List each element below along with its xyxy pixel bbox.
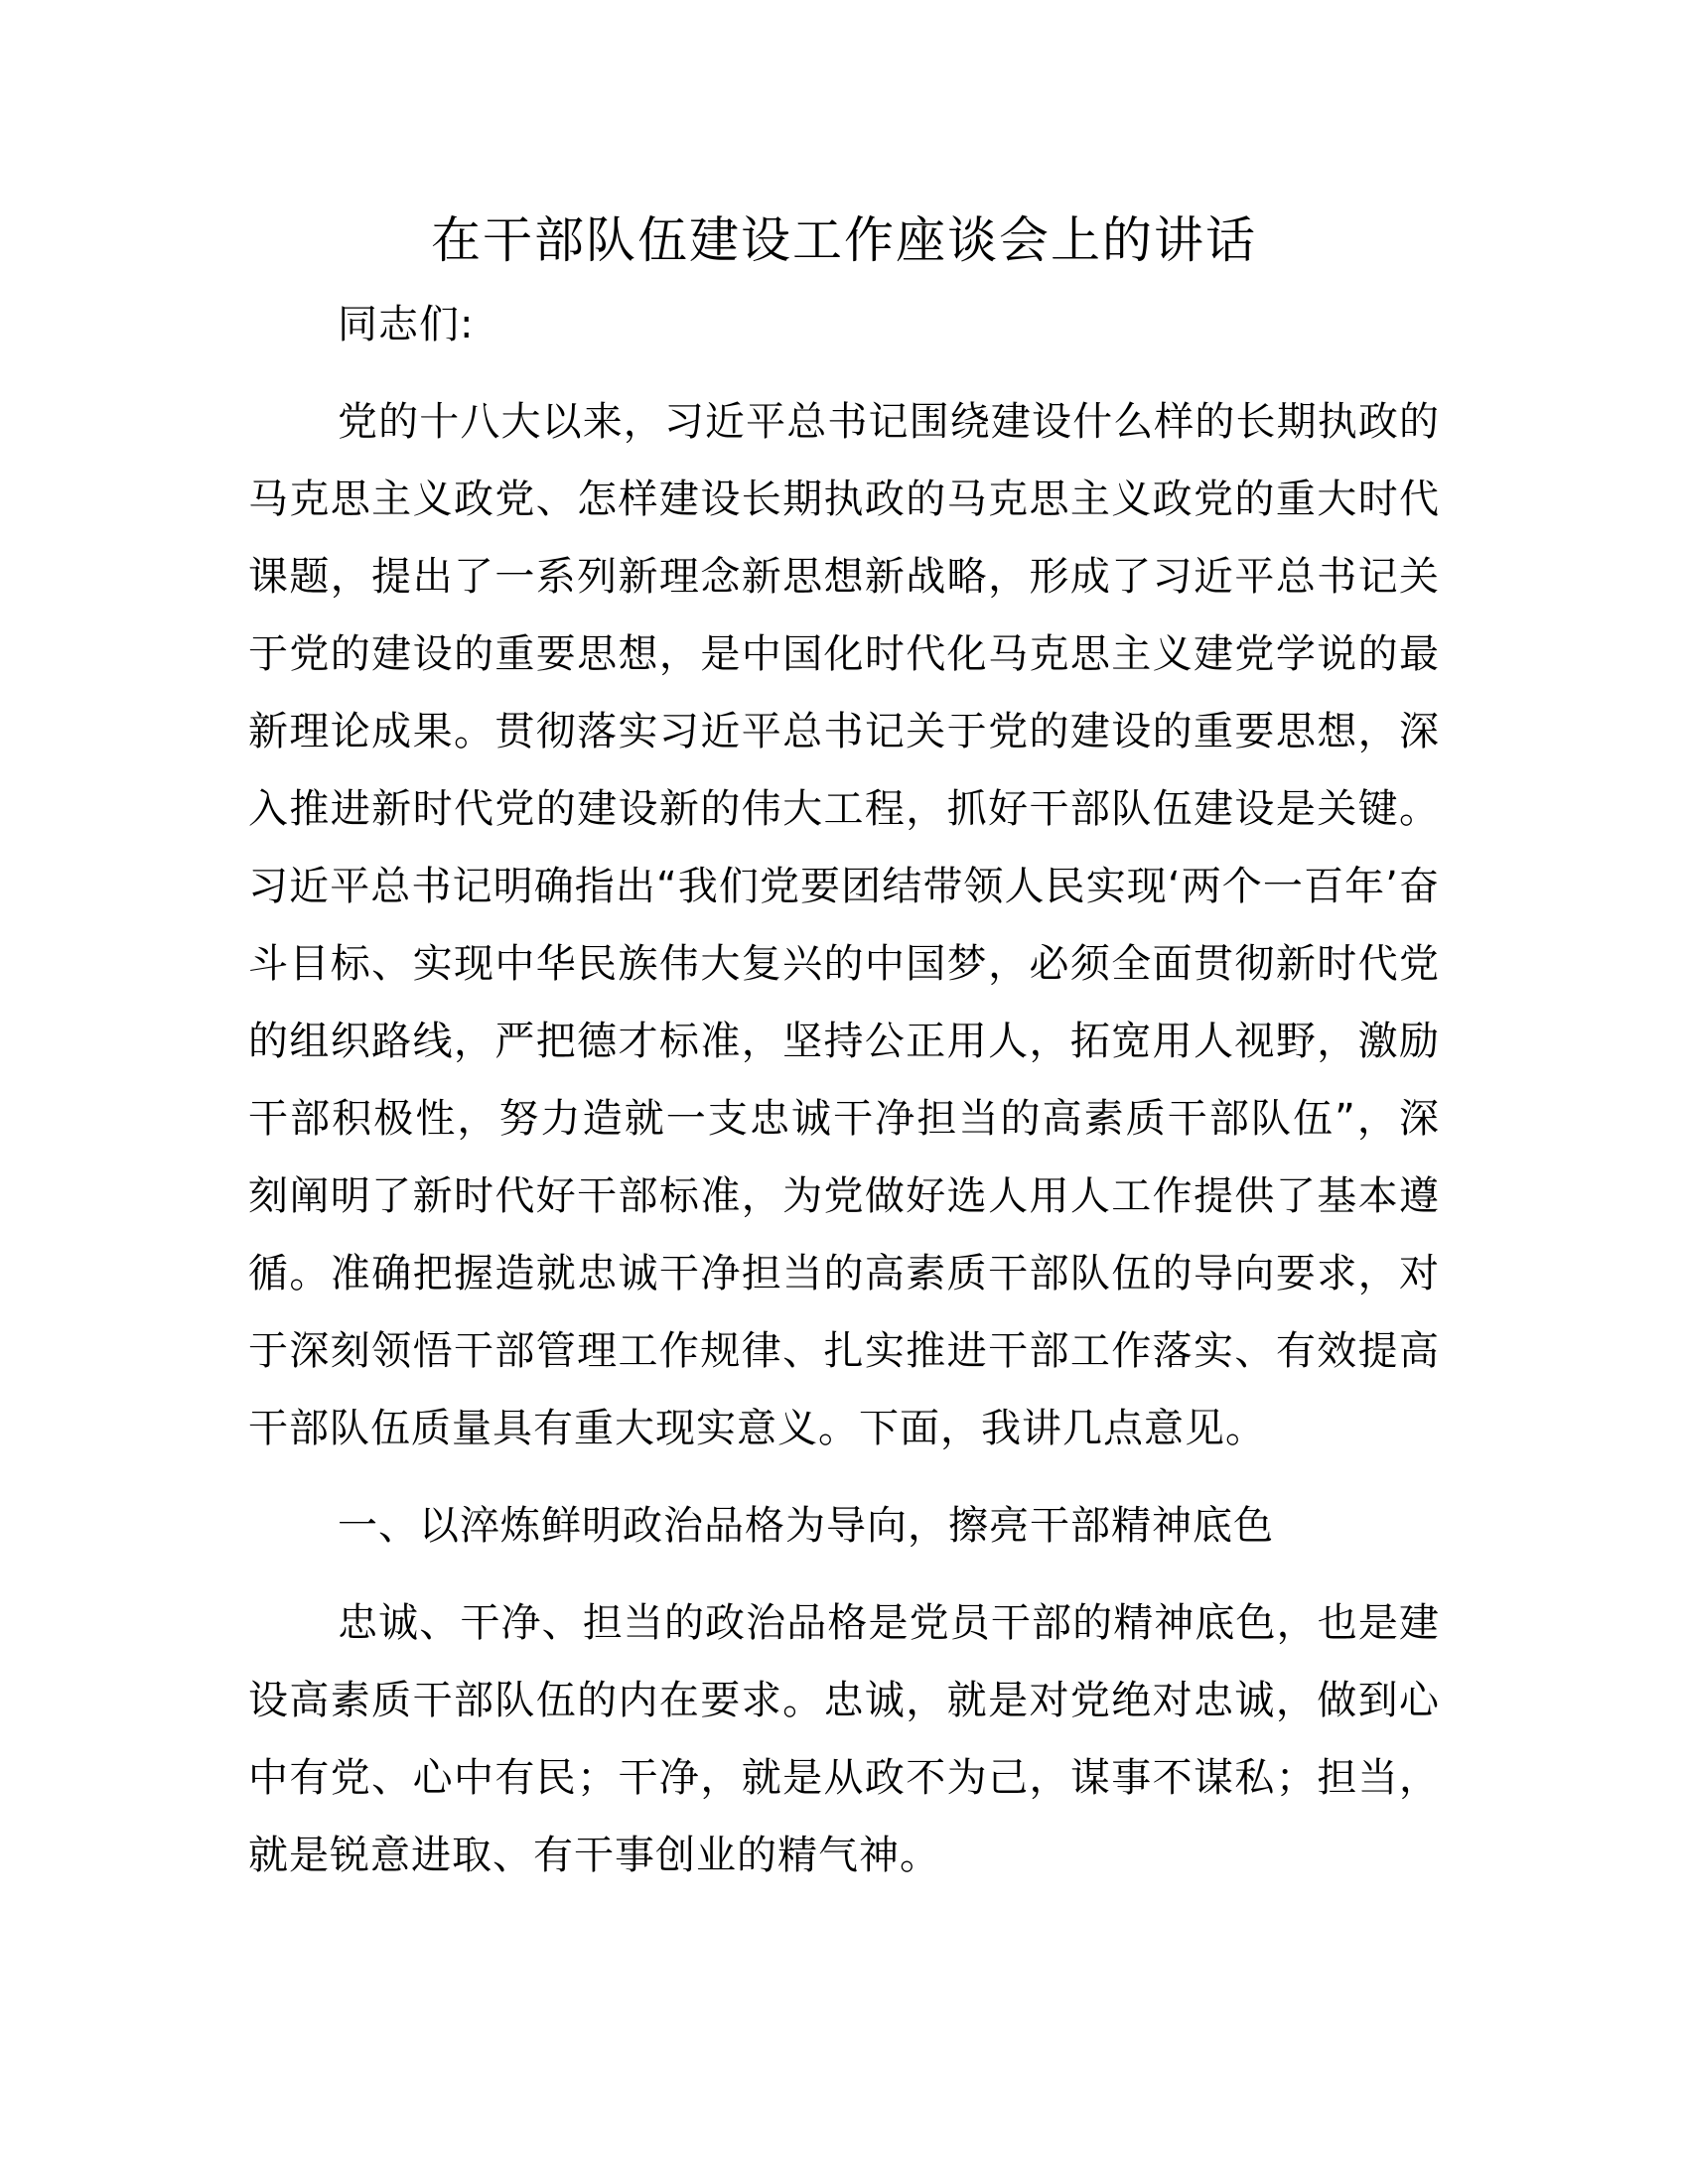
body-paragraph-section-1: 忠诚、干净、担当的政治品格是党员干部的精神底色，也是建设高素质干部队伍的内在要求。忠诚，就是对党绝对忠诚，做到心中有党、心中有民；干净，就是从政不为己，谋事不谋私；担当，就是锐意进取、有干事创业的精气神。 [248, 1600, 1440, 1878]
salutation: 同志们: [338, 302, 475, 347]
body-paragraph-intro: 党的十八大以来，习近平总书记围绕建设什么样的长期执政的马克思主义政党、怎样建设长期执政的马克思主义政党的重大时代课题，提出了一系列新理念新思想新战略，形成了习近平总书记关于党的建设的重要思想，是中国化时代化马克思主义建党学说的最新理论成果。贯彻落实习近平总书记关于党的建设的重要思想，深入推进新时代党的建设新的伟大工程，抓好干部队伍建设是关键。习近平总书记明确指出“我们党要团结带领人民实现‘两个一百年’奋斗目标、实现中华民族伟大复兴的中国梦，必须全面贯彻新时代党的组织路线，严把德才标准，坚持公正用人，拓宽用人视野，激励干部积极性，努力造就一支忠诚干净担当的高素质干部队伍”，深刻阐明了新时代好干部标准，为党做好选人用人工作提供了基本遵循。准确把握造就忠诚干净担当的高素质干部队伍的导向要求，对于深刻领悟干部管理工作规律、扎实推进干部工作落实、有效提高干部队伍质量具有重大现实意义。下面，我讲几点意见。 [248, 399, 1440, 1451]
document-title: 在干部队伍建设工作座谈会上的讲话 [431, 211, 1257, 269]
document-body [248, 201, 1440, 1894]
section-heading-1: 一、以淬炼鲜明政治品格为导向，擦亮干部精神底色 [338, 1503, 1274, 1549]
